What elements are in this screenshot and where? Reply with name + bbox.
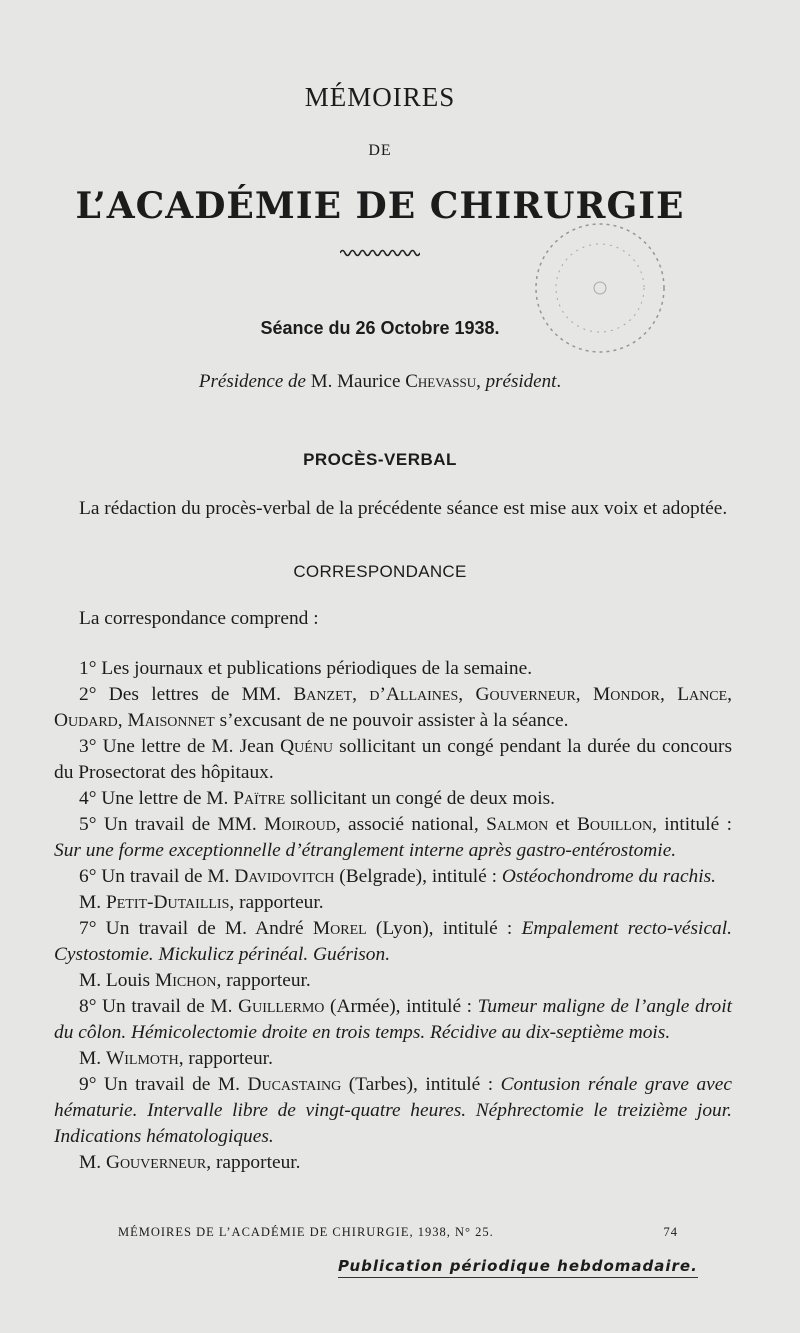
journal-title-de: DE [368, 142, 392, 159]
list-item-sc: Gouverneur [105, 1152, 207, 1173]
list-item-after: , rapporteur. [216, 970, 311, 991]
page-number: 74 [663, 1225, 678, 1239]
list-item-sc: Michon [154, 970, 217, 991]
decorative-wavy-rule [340, 248, 420, 258]
list-item-mid: (Tarbes), intitulé : [341, 1074, 501, 1095]
list-item [54, 1150, 732, 1176]
journal-title-memoires: MÉMOIRES [304, 82, 456, 112]
session-date: Séance du 26 Octobre 1938. [260, 318, 500, 338]
list-item-sc: Banzet, d’Allaines, Gouverneur, Mondor, Lance, Oudard, Maisonnet [54, 684, 732, 731]
list-item-sc: Ducastaing [247, 1074, 342, 1095]
list-item [54, 812, 732, 864]
list-item-italic: Empalement recto-vésical. Cystostomie. Mickulicz périnéal. Guérison. [54, 918, 732, 965]
list-item-after: , rapporteur. [229, 892, 324, 913]
list-item-sc: Davidovitch [234, 866, 335, 887]
list-item [54, 1072, 732, 1150]
list-item-sc: Guillermo [238, 996, 325, 1017]
list-item-plain: 4° Une lettre de M. [79, 788, 234, 809]
list-item-italic: Contusion rénale grave avec hématurie. Intervalle libre de vingt-quatre heures. Néphrectomie le treizième jour. Indications hématologiques. [54, 1074, 732, 1147]
page-footer [118, 1225, 678, 1240]
presidency-prefix: Présidence de [198, 371, 306, 392]
correspondance-intro-paragraph [54, 606, 732, 632]
president-name-plain: M. Maurice [310, 371, 401, 392]
list-item-after: sollicitant un congé pendant la durée du concours du Prosectorat des hôpitaux. [54, 736, 732, 783]
list-item [54, 864, 732, 890]
list-item-plain: M. [79, 892, 106, 913]
list-item-mid: (Armée), intitulé : [324, 996, 478, 1017]
section-title-proces-verbal: PROCÈS-VERBAL [303, 450, 457, 469]
library-stamp [520, 208, 680, 368]
list-item-sc: Moiroud [264, 814, 336, 835]
list-item-sc: Païtre [233, 788, 286, 809]
list-item-sc2: Salmon [486, 814, 549, 835]
proces-verbal-text: La rédaction du procès-verbal de la précédente séance est mise aux voix et adoptée. [79, 498, 728, 519]
list-item-plain: 2° Des lettres de MM. [79, 684, 294, 705]
list-item-after: , rapporteur. [206, 1152, 301, 1173]
journal-title-academie: L’ACADÉMIE DE CHIRURGIE [75, 185, 685, 227]
list-item-mid2: et [548, 814, 577, 835]
list-item [54, 968, 732, 994]
list-item [54, 994, 732, 1046]
correspondance-intro: La correspondance comprend : [79, 608, 319, 629]
publication-notice: Publication périodique hebdomadaire. [338, 1257, 698, 1278]
list-item [54, 682, 732, 734]
presidency-line: Présidence de M. Maurice Chevassu, président. [198, 371, 562, 392]
list-item-after: s’excusant de ne pouvoir assister à la séance. [214, 710, 569, 731]
list-item-plain: 3° Une lettre de M. Jean [79, 736, 281, 757]
list-item-plain: 7° Un travail de M. André [79, 918, 313, 939]
list-item-sc3: Bouillon [576, 814, 653, 835]
president-role: président [485, 371, 557, 392]
list-item [54, 786, 732, 812]
list-item [54, 734, 732, 786]
list-item [54, 916, 732, 968]
list-item-plain: 5° Un travail de MM. [79, 814, 265, 835]
list-item-plain: M. Louis [79, 970, 155, 991]
list-item-italic: Sur une forme exceptionnelle d’étranglement interne après gastro-entérostomie. [54, 840, 677, 861]
list-item-mid: (Belgrade), intitulé : [334, 866, 502, 887]
correspondance-list [54, 656, 732, 1176]
list-item-plain: 6° Un travail de M. [79, 866, 235, 887]
list-item [54, 656, 732, 682]
proces-verbal-paragraph [54, 496, 732, 522]
list-item-sc: Petit-Dutaillis [105, 892, 230, 913]
list-item-mid: (Lyon), intitulé : [366, 918, 522, 939]
list-item-italic: Tumeur maligne de l’angle droit du côlon. Hémicolectomie droite en trois temps. Récidive au dix-septième mois. [54, 996, 733, 1043]
list-item-plain: 8° Un travail de M. [79, 996, 239, 1017]
list-item-plain: M. [79, 1048, 106, 1069]
list-item-after: , rapporteur. [178, 1048, 273, 1069]
footer-journal-reference: MÉMOIRES DE L’ACADÉMIE DE CHIRURGIE, 1938, N° 25. [118, 1225, 494, 1239]
president-surname: Chevassu [405, 371, 477, 392]
list-item-plain: M. [79, 1152, 106, 1173]
list-item-sc: Morel [312, 918, 367, 939]
list-item-sc: Wilmoth [105, 1048, 179, 1069]
list-item [54, 890, 732, 916]
list-item-plain: 9° Un travail de M. [79, 1074, 248, 1095]
list-item-sc: Quénu [280, 736, 334, 757]
list-item [54, 1046, 732, 1072]
list-item-plain: 1° Les journaux et publications périodiques de la semaine. [79, 658, 533, 679]
list-item-mid: , associé national, [335, 814, 487, 835]
list-item-italic: Ostéochondrome du rachis. [501, 866, 717, 887]
section-title-correspondance: CORRESPONDANCE [293, 562, 467, 581]
list-item-after: sollicitant un congé de deux mois. [285, 788, 556, 809]
list-item-mid3: , intitulé : [652, 814, 732, 835]
